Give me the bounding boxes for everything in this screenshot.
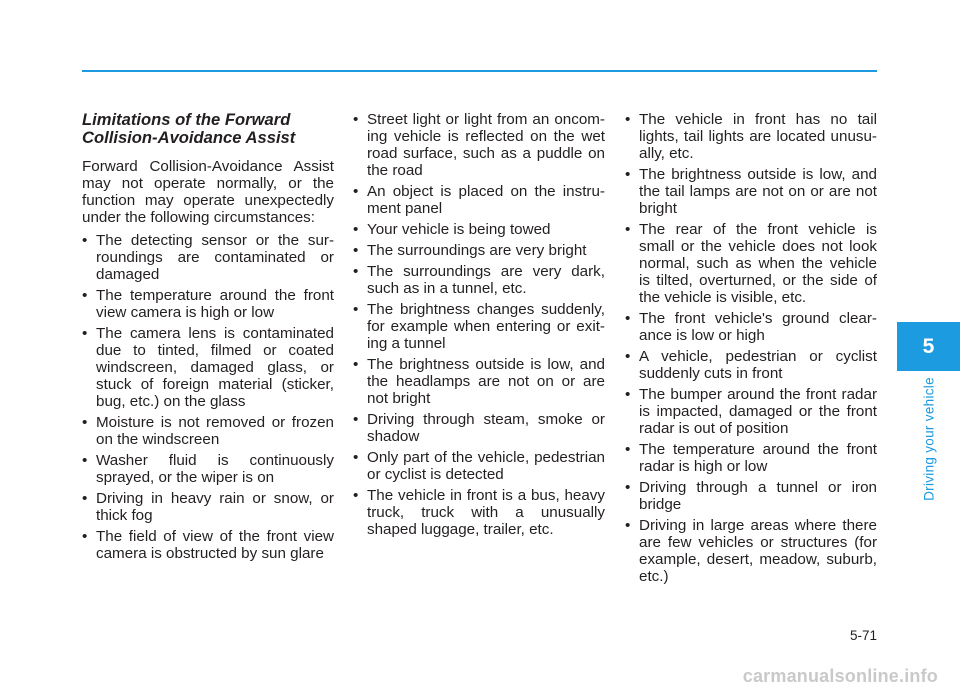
- chapter-title: Driving your vehicle: [921, 376, 936, 501]
- list-item: • The brightness outside is low, and the tail lamps are not on or are not bright: [625, 166, 877, 217]
- limitations-list-1: [82, 232, 334, 562]
- list-item: • The detecting sensor or the sur-roundings are contaminated or damaged: [82, 232, 334, 283]
- list-item: • An object is placed on the instru-ment panel: [353, 183, 605, 217]
- list-item: • The surroundings are very bright: [353, 242, 605, 259]
- header-rule: [82, 70, 877, 72]
- list-item: • The front vehicle's ground clear-ance is low or high: [625, 310, 877, 344]
- section-intro: Forward Collision-Avoidance Assist may not operate normally, or the function may operate unexpectedly under the following circumstances:: [82, 158, 334, 226]
- list-item: • Only part of the vehicle, pedestrian or cyclist is detected: [353, 449, 605, 483]
- column-2: [353, 111, 605, 542]
- list-item: • The surroundings are very dark, such as in a tunnel, etc.: [353, 263, 605, 297]
- limitations-list-3: [625, 111, 877, 585]
- limitations-list-2: [353, 111, 605, 538]
- watermark: carmanualsonline.info: [742, 666, 938, 686]
- list-item: • A vehicle, pedestrian or cyclist suddenly cuts in front: [625, 348, 877, 382]
- list-item: • Driving through a tunnel or iron bridge: [625, 479, 877, 513]
- list-item: • Driving through steam, smoke or shadow: [353, 411, 605, 445]
- list-item: • The vehicle in front has no tail lights, tail lights are located unusu-ally, etc.: [625, 111, 877, 162]
- list-item: • The brightness changes suddenly, for example when entering or exit-ing a tunnel: [353, 301, 605, 352]
- section-heading: Limitations of the Forward Collision-Avoidance Assist: [82, 110, 296, 147]
- list-item: • Washer fluid is continuously sprayed, or the wiper is on: [82, 452, 334, 486]
- list-item: • The temperature around the front radar is high or low: [625, 441, 877, 475]
- list-item: • Driving in heavy rain or snow, or thick fog: [82, 490, 334, 524]
- list-item: • The temperature around the front view camera is high or low: [82, 287, 334, 321]
- list-item: • The field of view of the front view camera is obstructed by sun glare: [82, 528, 334, 562]
- column-3: [625, 111, 877, 589]
- list-item: • The bumper around the front radar is impacted, damaged or the front radar is out of position: [625, 386, 877, 437]
- page-number: 5-71: [849, 628, 877, 643]
- list-item: • The camera lens is contaminated due to tinted, filmed or coated windscreen, damaged glass, or stuck of foreign material (sticker, bug, etc.) on the glass: [82, 325, 334, 410]
- list-item: • Driving in large areas where there are few vehicles or structures (for example, desert, meadow, suburb, etc.): [625, 517, 877, 585]
- list-item: • Moisture is not removed or frozen on the windscreen: [82, 414, 334, 448]
- chapter-number-tab: 5: [897, 322, 960, 371]
- chapter-title-tab: [897, 371, 960, 506]
- list-item: • The vehicle in front is a bus, heavy truck, truck with a unusually shaped luggage, trailer, etc.: [353, 487, 605, 538]
- list-item: • The brightness outside is low, and the headlamps are not on or are not bright: [353, 356, 605, 407]
- list-item: • Your vehicle is being towed: [353, 221, 605, 238]
- list-item: • Street light or light from an oncom-ing vehicle is reflected on the wet road surface, such as a puddle on the road: [353, 111, 605, 179]
- list-item: • The rear of the front vehicle is small or the vehicle does not look normal, such as when the vehicle is tilted, overturned, or the side of the vehicle is visible, etc.: [625, 221, 877, 306]
- column-1: [82, 111, 334, 566]
